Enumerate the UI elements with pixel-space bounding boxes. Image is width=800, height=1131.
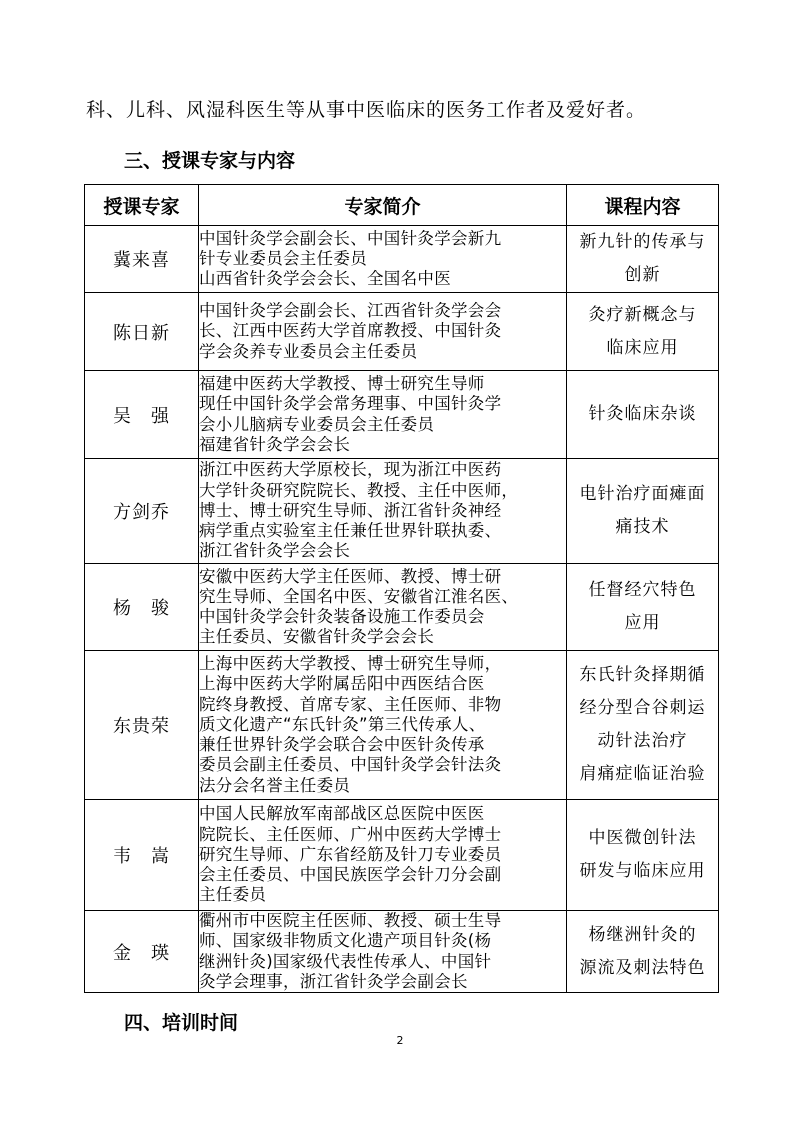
course-content xyxy=(567,911,719,993)
table-row xyxy=(85,564,719,651)
expert-intro xyxy=(199,564,567,651)
expert-intro xyxy=(199,226,567,293)
expert-intro-line: 主任委员、安徽省针灸学会会长 xyxy=(199,627,435,647)
expert-intro-line: 中国针灸学会副会长、江西省针灸学会会 xyxy=(199,301,502,321)
expert-intro-line: 院终身教授、首席专家、主任医师、非物 xyxy=(199,694,502,714)
table-row xyxy=(85,293,719,371)
expert-name: 东贵荣 xyxy=(85,651,199,800)
expert-intro-line: 会小儿脑病专业委员会主任委员 xyxy=(199,414,435,434)
course-content-line: 痛技术 xyxy=(615,517,670,537)
expert-name: 吴 强 xyxy=(85,371,199,459)
course-content-line: 应用 xyxy=(624,613,661,633)
course-content-line: 杨继洲针灸的 xyxy=(588,924,697,945)
expert-name: 韦 嵩 xyxy=(85,800,199,911)
expert-intro-line: 长、江西中医药大学首席教授、中国针灸 xyxy=(199,321,502,341)
expert-intro-line: 灸学会理事，浙江省针灸学会副会长 xyxy=(199,971,468,991)
expert-intro-line: 主任委员 xyxy=(199,885,267,905)
expert-intro xyxy=(199,293,567,371)
intro-paragraph: 科、儿科、风湿科医生等从事中医临床的医务工作者及爱好者。 xyxy=(86,99,647,121)
course-content-line: 经分型合谷刺运 xyxy=(579,698,706,718)
table-row xyxy=(85,911,719,993)
expert-intro-line: 病学重点实验室主任兼任世界针联执委、 xyxy=(199,521,502,541)
expert-intro-line: 安徽中医药大学主任医师、教授、博士研 xyxy=(199,566,502,586)
course-content xyxy=(567,459,719,564)
table-row xyxy=(85,459,719,564)
expert-intro-line: 上海中医药大学教授、博士研究生导师， xyxy=(199,654,502,674)
expert-name: 陈日新 xyxy=(85,293,199,371)
expert-intro xyxy=(199,459,567,564)
expert-intro-line: 山西省针灸学会会长、全国名中医 xyxy=(199,269,451,289)
expert-intro-line: 大学针灸研究院院长、教授、主任中医师， xyxy=(199,480,519,500)
expert-intro-line: 浙江省针灸学会会长 xyxy=(199,541,351,561)
experts-table xyxy=(84,184,719,993)
course-content xyxy=(567,800,719,911)
expert-intro-line: 师、国家级非物质文化遗产项目针灸(杨 xyxy=(199,931,492,951)
course-content-line: 任督经穴特色 xyxy=(588,580,697,600)
course-content-line: 东氏针灸择期循 xyxy=(579,665,706,685)
expert-intro xyxy=(199,911,567,993)
expert-intro-line: 福建省针灸学会会长 xyxy=(199,434,351,454)
course-content-line: 源流及刺法特色 xyxy=(579,957,706,978)
expert-intro-line: 针专业委员会主任委员 xyxy=(199,248,367,268)
expert-intro-line: 院院长、主任医师、广州中医药大学博士 xyxy=(199,824,502,844)
course-content xyxy=(567,564,719,651)
course-content-line: 中医微创针法 xyxy=(588,828,697,848)
expert-intro-line: 上海中医药大学附属岳阳中西医结合医 xyxy=(199,674,485,694)
expert-intro-line: 法分会名誉主任委员 xyxy=(199,775,351,795)
expert-intro-line: 中国针灸学会针灸装备设施工作委员会 xyxy=(199,607,485,626)
expert-intro-line: 博士、博士研究生导师、浙江省针灸神经 xyxy=(199,500,502,520)
course-content-line: 研发与临床应用 xyxy=(579,861,706,881)
expert-intro-line: 继洲针灸)国家级代表性传承人、中国针 xyxy=(199,951,492,971)
expert-name: 杨 骏 xyxy=(85,564,199,651)
expert-name: 方剑乔 xyxy=(85,459,199,564)
expert-intro-line: 究生导师、全国名中医、安徽省江淮名医、 xyxy=(199,586,519,606)
course-content xyxy=(567,226,719,293)
expert-intro-line: 委员会副主任委员、中国针灸学会针法灸 xyxy=(199,755,502,775)
course-content-line: 灸疗新概念与 xyxy=(588,304,697,325)
header-course: 课程内容 xyxy=(567,185,719,226)
expert-intro xyxy=(199,800,567,911)
course-content xyxy=(567,371,719,459)
expert-intro-line: 学会灸养专业委员会主任委员 xyxy=(199,341,418,361)
course-content-line: 针灸临床杂谈 xyxy=(588,404,697,424)
expert-intro-line: 质文化遗产“东氏针灸”第三代传承人、 xyxy=(199,714,486,734)
course-content-line: 创新 xyxy=(624,265,661,285)
expert-intro-line: 现任中国针灸学会常务理事、中国针灸学 xyxy=(199,394,502,414)
expert-name: 金 瑛 xyxy=(85,911,199,993)
expert-name: 冀来喜 xyxy=(85,226,199,293)
expert-intro xyxy=(199,651,567,800)
section-heading-experts: 三、授课专家与内容 xyxy=(124,150,296,172)
table-header-row xyxy=(85,185,719,226)
page-number: 2 xyxy=(396,1034,404,1047)
course-content xyxy=(567,293,719,371)
section-heading-training-time: 四、培训时间 xyxy=(124,1012,239,1034)
table-row xyxy=(85,371,719,459)
header-intro: 专家简介 xyxy=(199,185,567,226)
expert-intro-line: 兼任世界针灸学会联合会中医针灸传承 xyxy=(199,735,485,755)
expert-intro-line: 中国针灸学会副会长、中国针灸学会新九 xyxy=(199,228,502,248)
expert-intro-line: 中国人民解放军南部战区总医院中医医 xyxy=(199,804,485,824)
course-content-line: 肩痛症临证治验 xyxy=(579,764,706,784)
course-content-line: 电针治疗面瘫面 xyxy=(579,484,706,504)
expert-intro xyxy=(199,371,567,459)
course-content-line: 新九针的传承与 xyxy=(579,232,706,252)
expert-intro-line: 浙江中医药大学原校长，现为浙江中医药 xyxy=(199,460,502,480)
course-content-line: 临床应用 xyxy=(606,337,679,358)
course-content-line: 动针法治疗 xyxy=(597,731,688,751)
header-expert: 授课专家 xyxy=(85,185,199,226)
expert-intro-line: 福建中医药大学教授、博士研究生导师 xyxy=(199,374,485,394)
expert-intro-line: 会主任委员、中国民族医学会针刀分会副 xyxy=(199,865,502,885)
table-row xyxy=(85,800,719,911)
table-row xyxy=(85,226,719,293)
table-row xyxy=(85,651,719,800)
expert-intro-line: 研究生导师、广东省经筋及针刀专业委员 xyxy=(199,844,502,864)
course-content xyxy=(567,651,719,800)
expert-intro-line: 衢州市中医院主任医师、教授、硕士生导 xyxy=(199,911,502,931)
